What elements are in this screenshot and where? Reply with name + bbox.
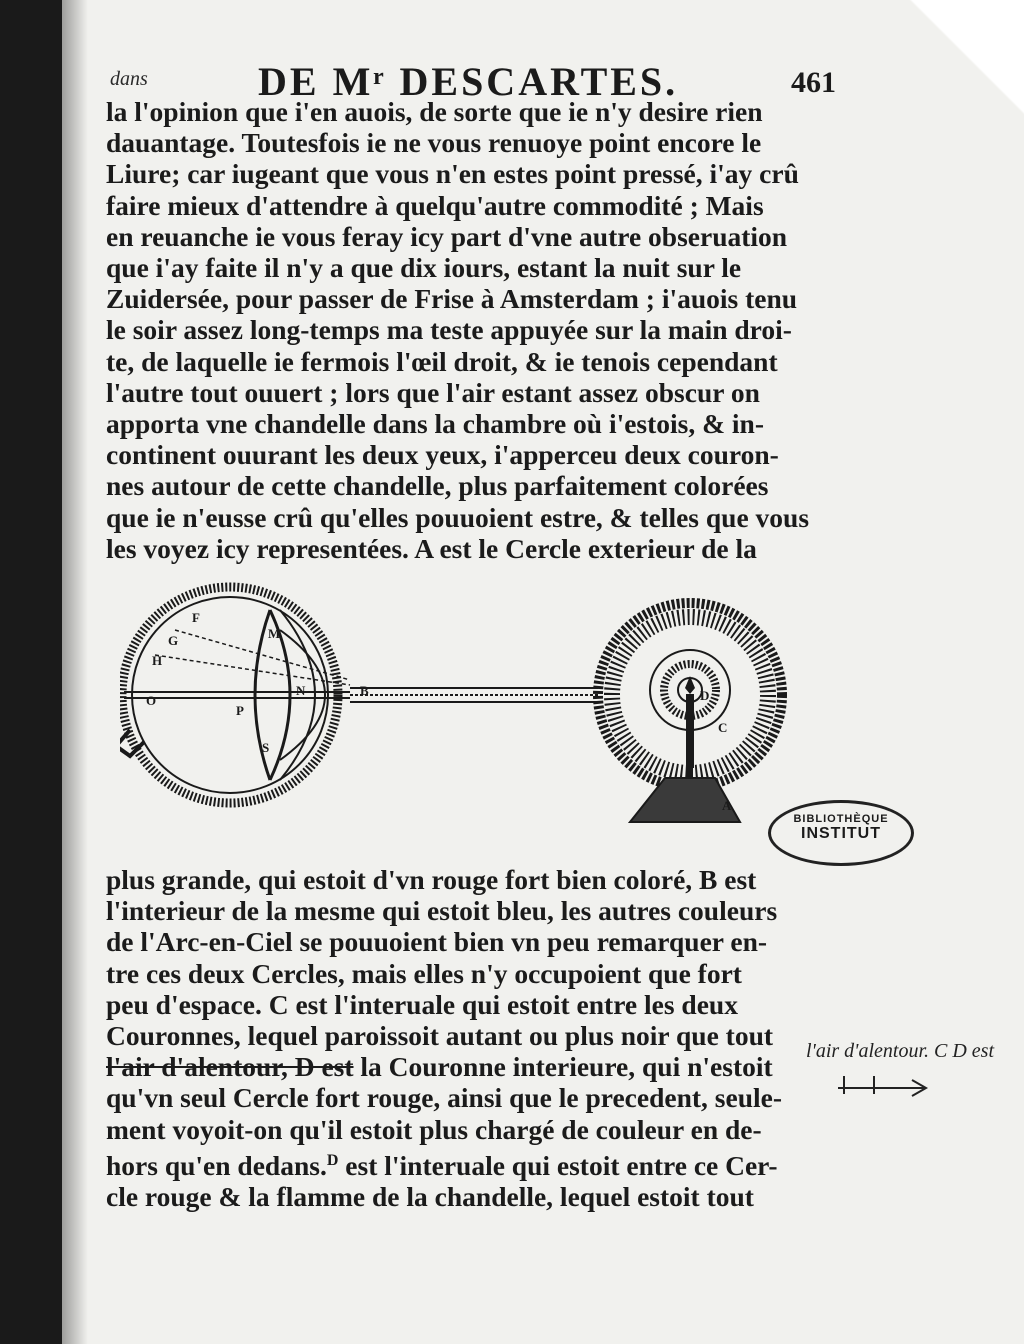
figure-label-c: C (718, 720, 728, 735)
eye-and-candle-figure (120, 570, 820, 850)
figure-label-d: D (700, 688, 710, 703)
text-line: Liure; car iugeant que vous n'en estes point pressé, i'ay crû (106, 158, 799, 190)
inserted-letter: D (326, 1151, 339, 1169)
text-line-with-strike (106, 1051, 818, 1082)
body-text-top (106, 96, 818, 564)
text-line-rest: est l'interuale qui estoit entre ce Cer- (345, 1149, 778, 1181)
page-number: 461 (791, 66, 836, 99)
text-line: te, de laquelle ie fermois l'œil droit, & ie tenois cependant (106, 345, 778, 377)
stamp-line-1: BIBLIOTHÈQUE (793, 813, 889, 825)
gutter-shadow (62, 0, 88, 1344)
text-line: nes autour de cette chandelle, plus parfaitement colorées (106, 470, 769, 502)
text-line: cle rouge & la flamme de la chandelle, lequel estoit tout (106, 1181, 754, 1213)
margin-note-top: dans (110, 68, 148, 90)
figure-label-m: M (268, 626, 281, 641)
library-stamp (768, 800, 914, 866)
figure-label-f: F (192, 610, 200, 625)
text-line-rest: la Couronne interieure, qui n'estoit (360, 1051, 773, 1083)
figure-label-b: B (360, 683, 369, 698)
text-line: qu'vn seul Cercle fort rouge, ainsi que le precedent, seule- (106, 1082, 782, 1114)
text-line-start: hors qu'en dedans. (106, 1149, 327, 1181)
figure-label-p: P (236, 703, 244, 718)
figure-label-o: O (146, 693, 157, 708)
text-line: ment voyoit-on qu'il estoit plus chargé de couleur en de- (106, 1113, 762, 1145)
text-line: Couronnes, lequel paroissoit autant ou plus noir que tout (106, 1020, 774, 1052)
text-line: Zuidersée, pour passer de Frise à Amsterdam ; i'auois tenu (106, 283, 798, 315)
text-line: peu d'espace. C est l'interuale qui estoit entre les deux (106, 988, 738, 1020)
candle-halo-diagram (598, 603, 782, 822)
figure-label-g: G (168, 633, 179, 648)
text-line-with-insertion (106, 1145, 818, 1181)
margin-arrow (834, 1068, 934, 1098)
text-line: plus grande, qui estoit d'vn rouge fort bien coloré, B est (106, 864, 757, 895)
text-line: tre ces deux Cercles, mais elles n'y occupoient que fort (106, 957, 742, 989)
text-line: en reuanche ie vous feray icy part d'vne autre obseruation (106, 220, 788, 252)
figure-label-a: A (722, 798, 732, 813)
figure-label-s: S (262, 740, 270, 755)
body-text-bottom (106, 864, 818, 1212)
text-line: de l'Arc-en-Ciel se pouuoient bien vn peu remarquer en- (106, 926, 768, 958)
struck-text: l'air d'alentour, D est (106, 1051, 354, 1083)
text-line: apporta vne chandelle dans la chambre où i'estois, & in- (106, 408, 765, 440)
text-line: dauantage. Toutesfois ie ne vous renuoye point encore le (106, 127, 762, 159)
text-line: la l'opinion que i'en auois, de sorte que ie n'y desire rien (106, 96, 763, 127)
figure-label-n: N (296, 683, 306, 698)
text-line: l'interieur de la mesme qui estoit bleu, les autres couleurs (106, 895, 778, 927)
figure-label-h: H (152, 653, 163, 668)
handwritten-margin-note: l'air d'alentour. C D est (806, 1040, 995, 1062)
text-line: faire mieux d'attendre à quelqu'autre commodité ; Mais (106, 189, 764, 221)
torn-corner (884, 0, 1024, 140)
stamp-line-2: INSTITUT (801, 825, 881, 842)
text-line: que ie n'eusse crû qu'elles pouuoient estre, & telles que vous (106, 501, 810, 533)
text-line: l'autre tout ouuert ; lors que l'air estant assez obscur on (106, 376, 760, 408)
text-line: le soir assez long-temps ma teste appuyée sur la main droi- (106, 314, 792, 346)
text-line: que i'ay faite il n'y a que dix iours, estant la nuit sur le (106, 252, 742, 284)
running-title: DE Mʳ DESCARTES. (258, 59, 679, 104)
text-line: continent ouurant les deux yeux, i'apperceu deux couron- (106, 439, 779, 471)
text-line: les voyez icy representées. A est le Cercle exterieur de la (106, 532, 757, 564)
